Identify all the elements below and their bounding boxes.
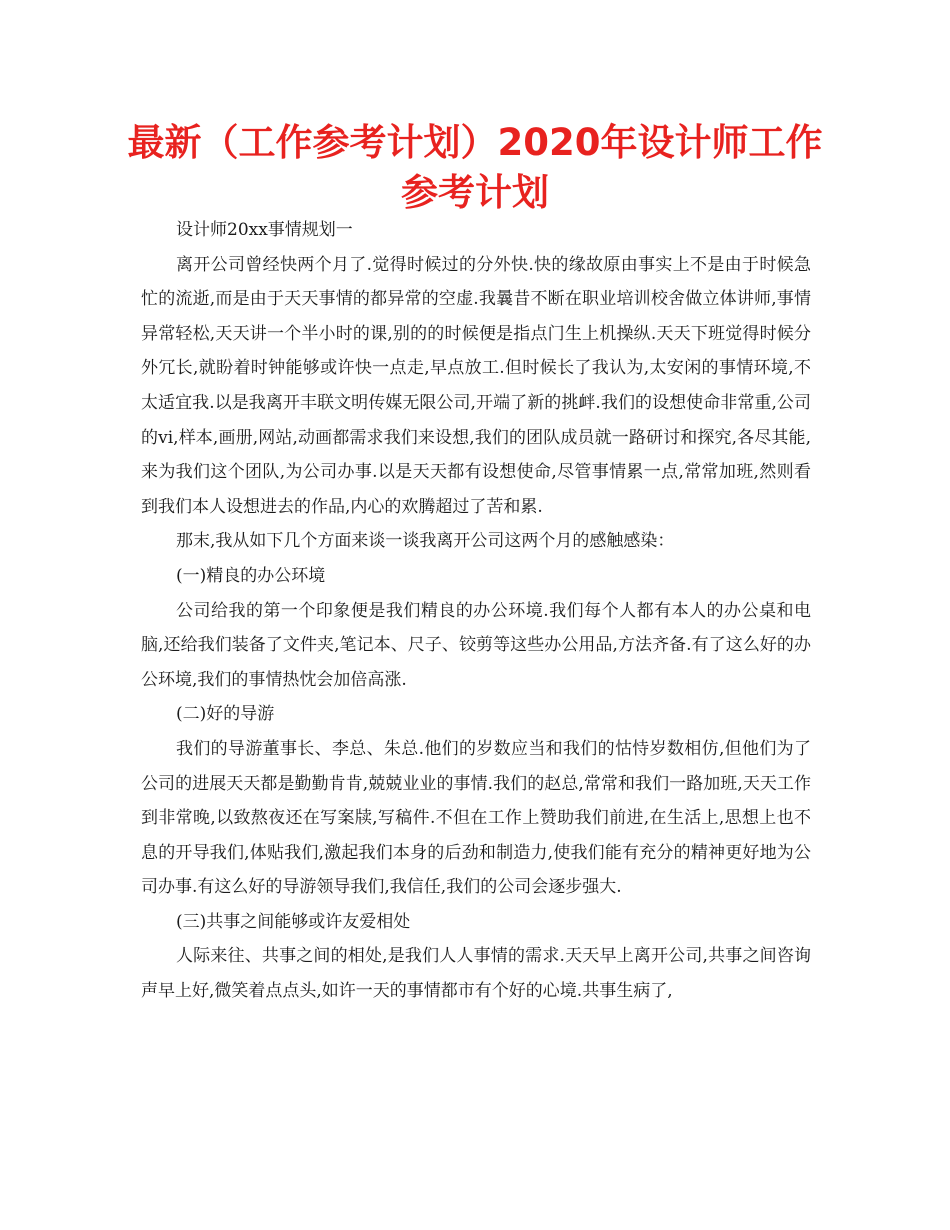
body-paragraph: 公司给我的第一个印象便是我们精良的办公环境.我们每个人都有本人的办公桌和电脑,还给我们装备了文件夹,笔记本、尺子、铰剪等这些办公用品,方法齐备.有了这么好的办公环境,我们的事情热忱会加倍高涨. xyxy=(141,600,811,690)
section-heading: 设计师20xx事情规划一 xyxy=(176,220,353,240)
section-heading: (一)精良的办公环境 xyxy=(176,565,326,586)
body-paragraph: 那末,我从如下几个方面来谈一谈我离开公司这两个月的感触感染： xyxy=(176,531,675,552)
section-heading: (二)好的导游 xyxy=(176,704,275,725)
document-body xyxy=(141,213,811,1009)
body-paragraph: 人际来往、共事之间的相处,是我们人人事情的需求.天天早上离开公司,共事之间咨询声早上好,微笑着点点头,如许一天的事情都市有个好的心境.共事生病了, xyxy=(141,946,811,1002)
section-heading: (三)共事之间能够或许友爱相处 xyxy=(176,911,411,932)
body-paragraph: 我们的导游董事长、李总、朱总.他们的岁数应当和我们的怙恃岁数相仿,但他们为了公司的进展天天都是勤勤肯肯,兢兢业业的事情.我们的赵总,常常和我们一路加班,天天工作到非常晚,以致熬夜还在写案牍,写稿件.不但在工作上赞助我们前进,在生活上,思想上也不息的开导我们,体贴我们,激起我们本身的后劲和制造力,使我们能有充分的精神更好地为公司办事.有这么好的导游领导我们,我信任,我们的公司会逐步强大. xyxy=(141,738,811,898)
body-paragraph: 离开公司曾经快两个月了.觉得时候过的分外快.快的缘故原由事实上不是由于时候急忙的流逝,而是由于天天事情的都异常的空虚.我曩昔不断在职业培训校舍做立体讲师,事情异常轻松,天天讲一个半小时的课,别的的时候便是指点门生上机操纵.天天下班觉得时候分外冗长,就盼着时钟能够或许快一点走,早点放工.但时候长了我认为,太安闲的事情环境,不太适宜我.以是我离开丰联文明传媒无限公司,开端了新的挑衅.我们的设想使命非常重,公司的vi,样本,画册,网站,动画都需求我们来设想,我们的团队成员就一路研讨和探究,各尽其能,来为我们这个团队,为公司办事.以是天天都有设想使命,尽管事情累一点,常常加班,然则看到我们本人设想进去的作品,内心的欢腾超过了苦和累. xyxy=(141,254,811,517)
document-title: 最新（工作参考计划）2020年设计师工作参考计划 xyxy=(127,121,823,214)
